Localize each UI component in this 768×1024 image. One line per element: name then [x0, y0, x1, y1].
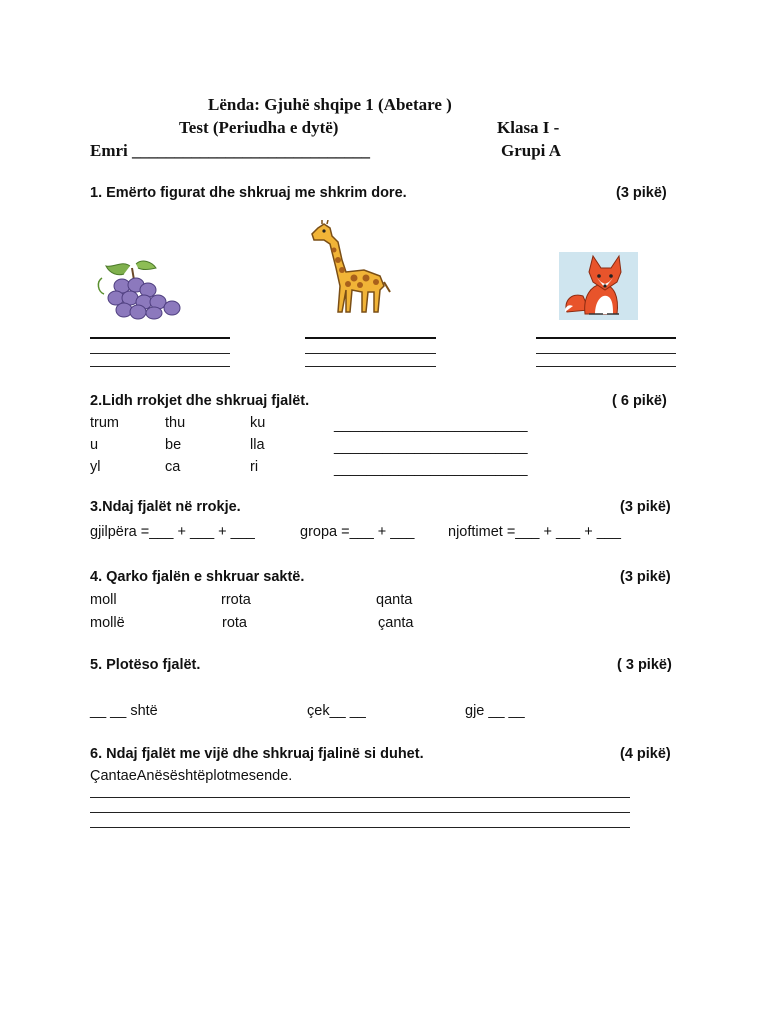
syllable: u [90, 437, 99, 453]
group-label: Grupi A [501, 141, 561, 160]
test-title: Test (Periudha e dytë) [179, 118, 339, 137]
q3-points: (3 pikë) [620, 499, 671, 515]
q6-answer-line[interactable] [90, 797, 630, 798]
q1-answer-line-3a[interactable] [536, 337, 676, 339]
q5-title: 5. Plotëso fjalët. [90, 657, 201, 673]
class-label: Klasa I - [497, 118, 560, 137]
q4-title: 4. Qarko fjalën e shkruar saktë. [90, 569, 305, 585]
q5-item[interactable]: gje __ __ [465, 703, 525, 719]
subject-title: Lënda: Gjuhë shqipe 1 (Abetare ) [208, 95, 452, 114]
q5-item[interactable]: __ __ shtë [90, 703, 158, 719]
q1-answer-line-1c[interactable] [90, 366, 230, 367]
q1-answer-line-2b[interactable] [305, 353, 436, 354]
q6-title: 6. Ndaj fjalët me vijë dhe shkruaj fjalinë si duhet. [90, 746, 424, 762]
q4-word[interactable]: rrota [221, 592, 251, 608]
syllable: yl [90, 459, 101, 475]
q5-points: ( 3 pikë) [617, 657, 672, 673]
q6-sentence: ÇantaeAnësështëplotmesende. [90, 768, 293, 784]
syllable: trum [90, 415, 119, 431]
syllable: be [165, 437, 182, 453]
q1-points: (3 pikë) [616, 185, 667, 201]
q2-blank[interactable]: ________________________ [334, 439, 528, 455]
q5-item[interactable]: çek__ __ [307, 703, 366, 719]
q1-answer-line-1b[interactable] [90, 353, 230, 354]
q2-points: ( 6 pikë) [612, 393, 667, 409]
q4-word[interactable]: moll [90, 592, 117, 608]
q4-word[interactable]: qanta [376, 592, 413, 608]
syllable: ca [165, 459, 181, 475]
q4-points: (3 pikë) [620, 569, 671, 585]
q1-answer-line-2c[interactable] [305, 366, 436, 367]
q2-blank[interactable]: ________________________ [334, 417, 528, 433]
syllable: lla [250, 437, 265, 453]
syllable: ku [250, 415, 266, 431]
q3-item[interactable]: gjilpëra =___ + ___ + ___ [90, 524, 255, 540]
q4-word[interactable]: çanta [378, 615, 414, 631]
q6-answer-line[interactable] [90, 827, 630, 828]
name-label: Emri ____________________________ [90, 141, 371, 160]
q2-blank[interactable]: ________________________ [334, 461, 528, 477]
q1-title: 1. Emërto figurat dhe shkruaj me shkrim dore. [90, 185, 407, 201]
giraffe-image [308, 220, 392, 316]
q3-item[interactable]: gropa =___ + ___ [300, 524, 415, 540]
q4-word[interactable]: rota [222, 615, 247, 631]
fox-image [559, 252, 638, 320]
syllable: thu [165, 415, 186, 431]
q4-word[interactable]: mollë [90, 615, 125, 631]
q1-answer-line-2a[interactable] [305, 337, 436, 339]
q2-title: 2.Lidh rrokjet dhe shkruaj fjalët. [90, 393, 310, 409]
q3-title: 3.Ndaj fjalët në rrokje. [90, 499, 241, 515]
q1-answer-line-3b[interactable] [536, 353, 676, 354]
q3-item[interactable]: njoftimet =___ + ___ + ___ [448, 524, 621, 540]
syllable: ri [250, 459, 259, 475]
q1-answer-line-1a[interactable] [90, 337, 230, 339]
q6-points: (4 pikë) [620, 746, 671, 762]
q1-answer-line-3c[interactable] [536, 366, 676, 367]
q6-answer-line[interactable] [90, 812, 630, 813]
grapes-image [92, 258, 184, 320]
